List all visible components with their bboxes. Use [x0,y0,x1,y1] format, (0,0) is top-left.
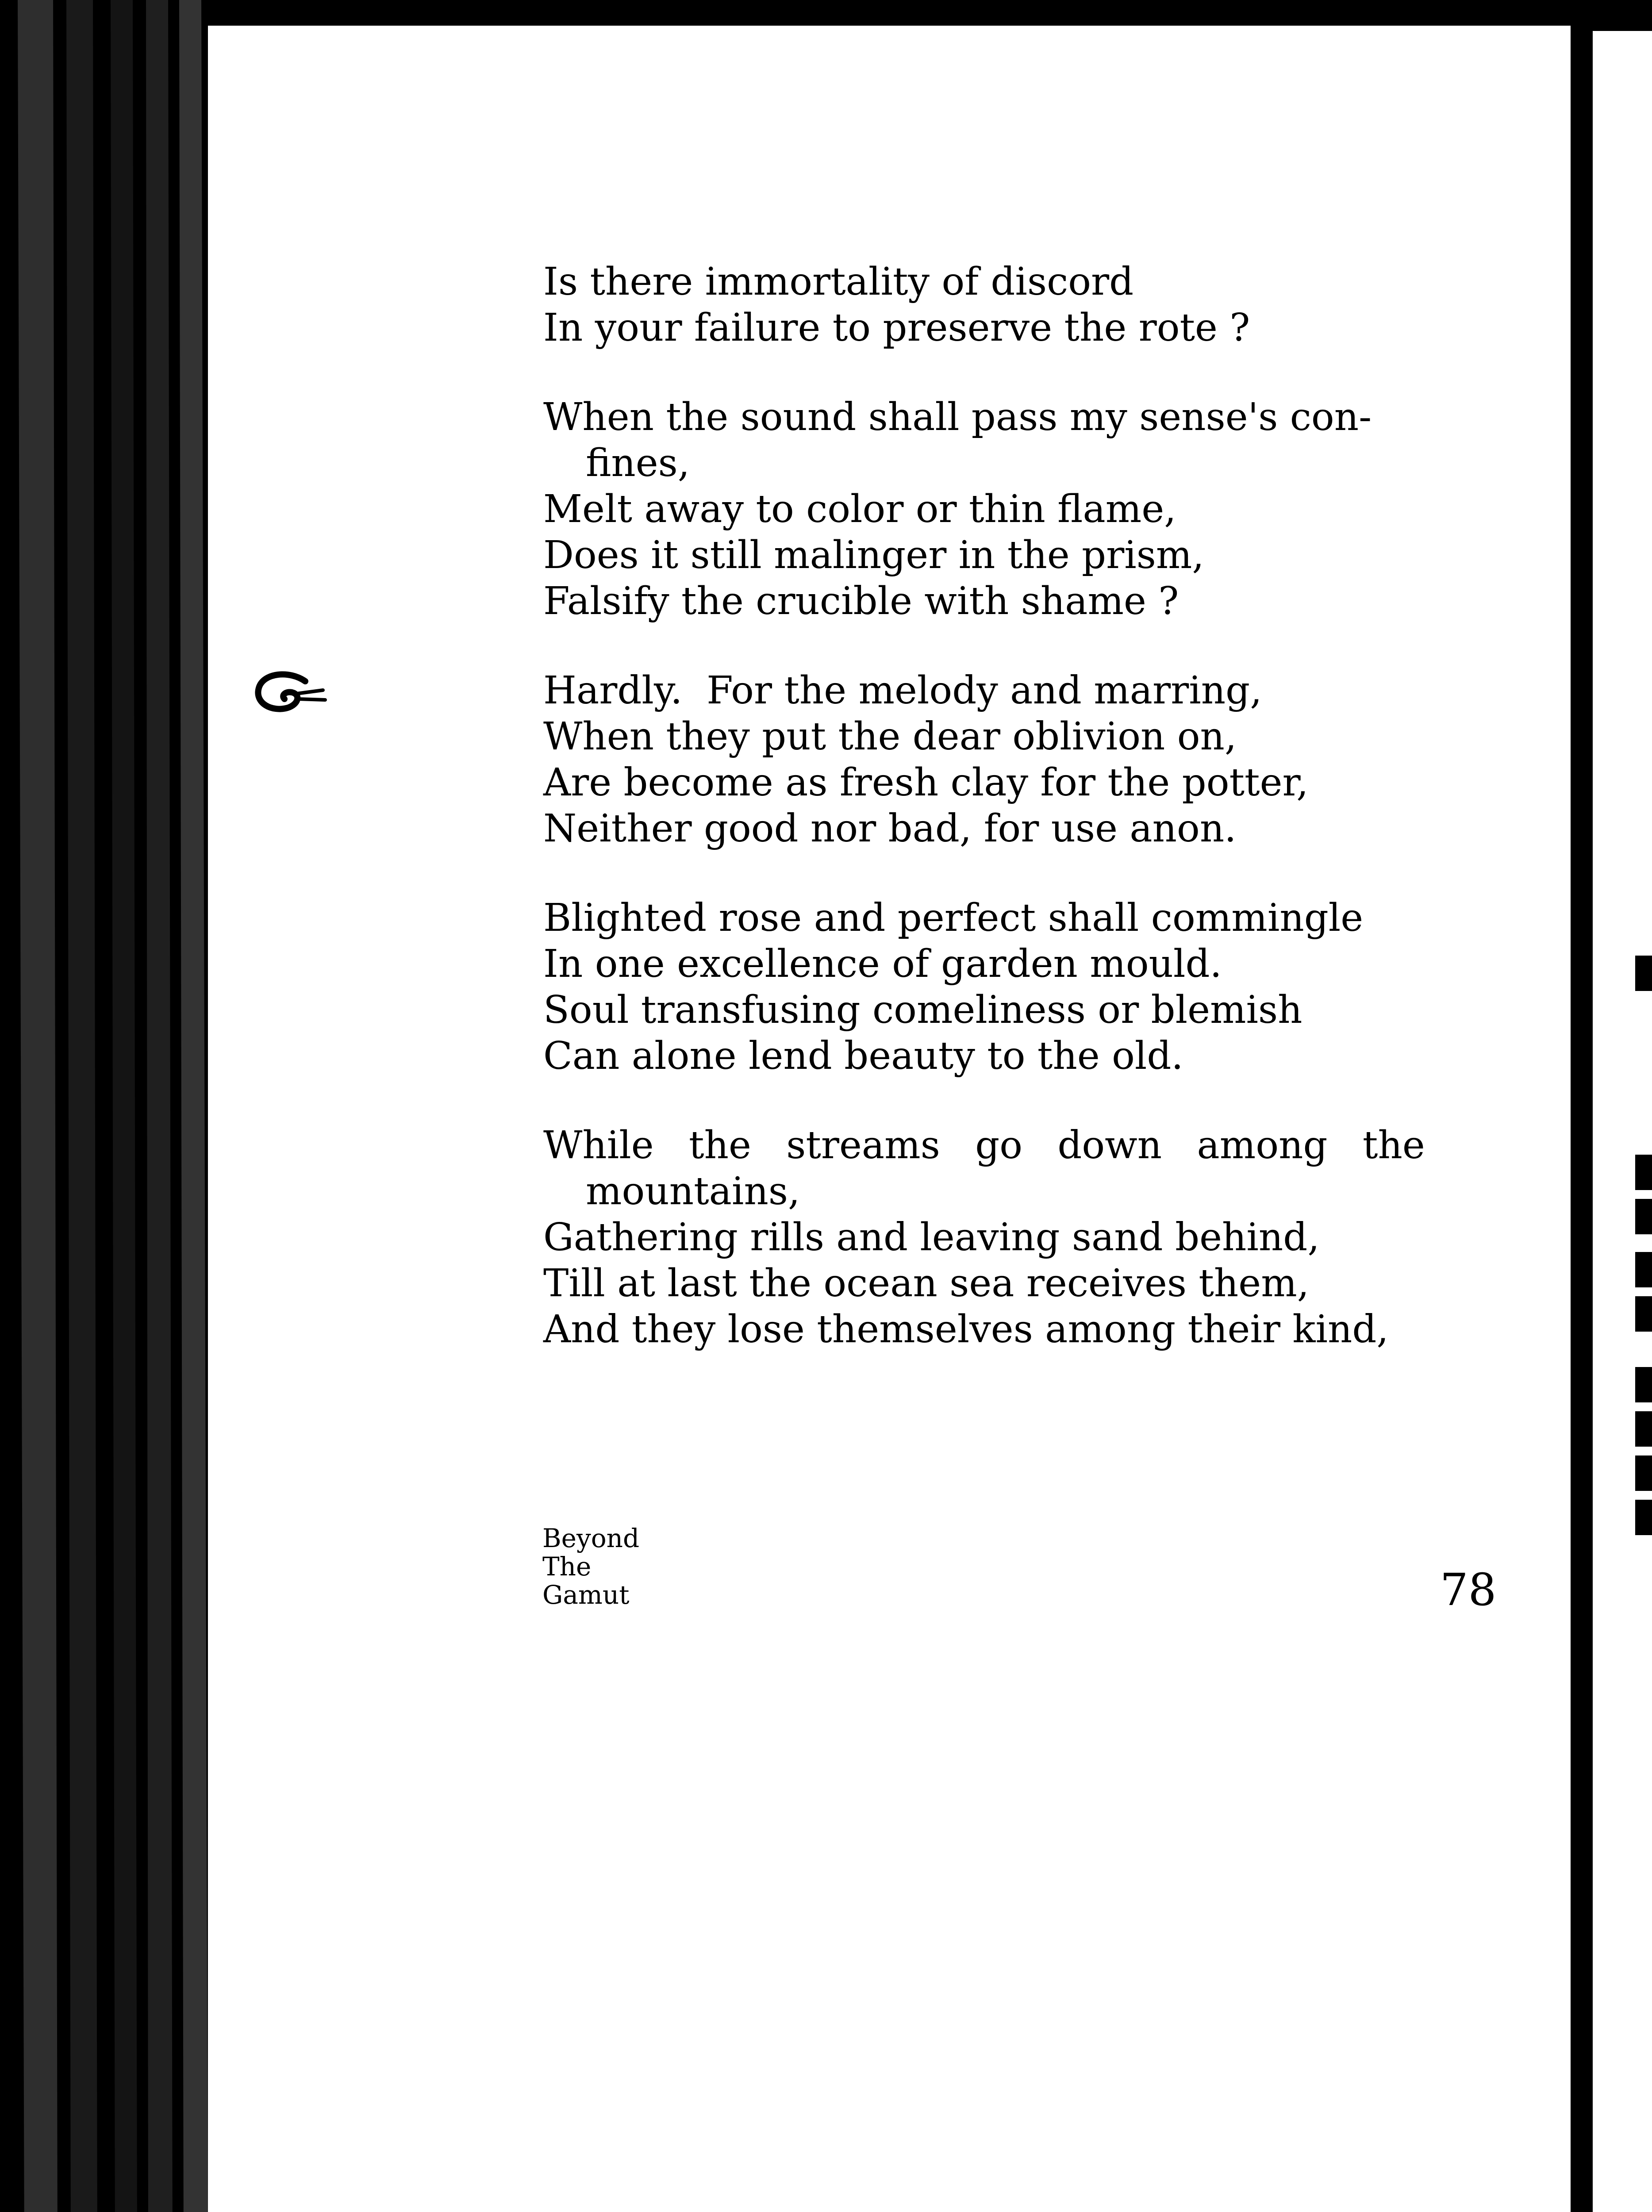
poem-line: And they lose themselves among their kind, [543,1307,1389,1352]
running-footer-title [542,1524,639,1609]
facing-page-edge [1593,31,1652,2212]
poem-body [543,259,1530,1396]
poem-line: Hardly. For the melody and marring, [543,668,1262,713]
stanza [543,895,1530,1079]
curl-glyph-icon [246,668,330,717]
poem-line: Is there immortality of discord [543,260,1134,304]
facing-page-fragment [1635,1296,1652,1332]
poem-line: When the sound shall pass my sense's con- [543,395,1372,439]
facing-page-fragment [1635,1455,1652,1491]
facing-page-fragment [1635,1411,1652,1447]
footer-title-line: Beyond [542,1523,640,1553]
poem-line: In your failure to preserve the rote ? [543,306,1250,350]
facing-page-fragment [1635,956,1652,991]
facing-page-fragment [1635,1252,1652,1287]
poem-line: Does it still malinger in the prism, [543,533,1204,577]
poem-line: Neither good nor bad, for use anon. [543,806,1237,851]
poem-line: When they put the dear oblivion on, [543,714,1237,759]
poem-line-continuation: mountains, [586,1169,800,1214]
poem-line-continuation: fines, [586,441,690,485]
poem-line: In one excellence of garden mould. [543,942,1222,986]
poem-line: Blighted rose and perfect shall commingle [543,896,1364,940]
facing-page-fragment [1635,1367,1652,1402]
poem-line: Melt away to color or thin flame, [543,487,1176,531]
poem-line: Gathering rills and leaving sand behind, [543,1215,1320,1260]
poem-line: While the streams go down among the [543,1123,1425,1167]
footer-title-line: Gamut [542,1580,630,1610]
stanza [543,394,1530,624]
stanza [543,668,1530,852]
facing-page-fragment [1635,1155,1652,1190]
facing-page-fragment [1635,1199,1652,1234]
poem-line: Can alone lend beauty to the old. [543,1034,1183,1078]
footer-title-line: The [542,1551,592,1582]
page-number: 78 [1440,1564,1497,1616]
stanza [543,259,1530,351]
poem-line: Are become as fresh clay for the potter, [543,760,1309,805]
facing-page-fragment [1635,1500,1652,1535]
poem-line: Falsify the crucible with shame ? [543,579,1179,623]
poem-line: Till at last the ocean sea receives them, [543,1261,1310,1306]
stanza [543,1122,1530,1352]
poem-line: Soul transfusing comeliness or blemish [543,988,1302,1032]
